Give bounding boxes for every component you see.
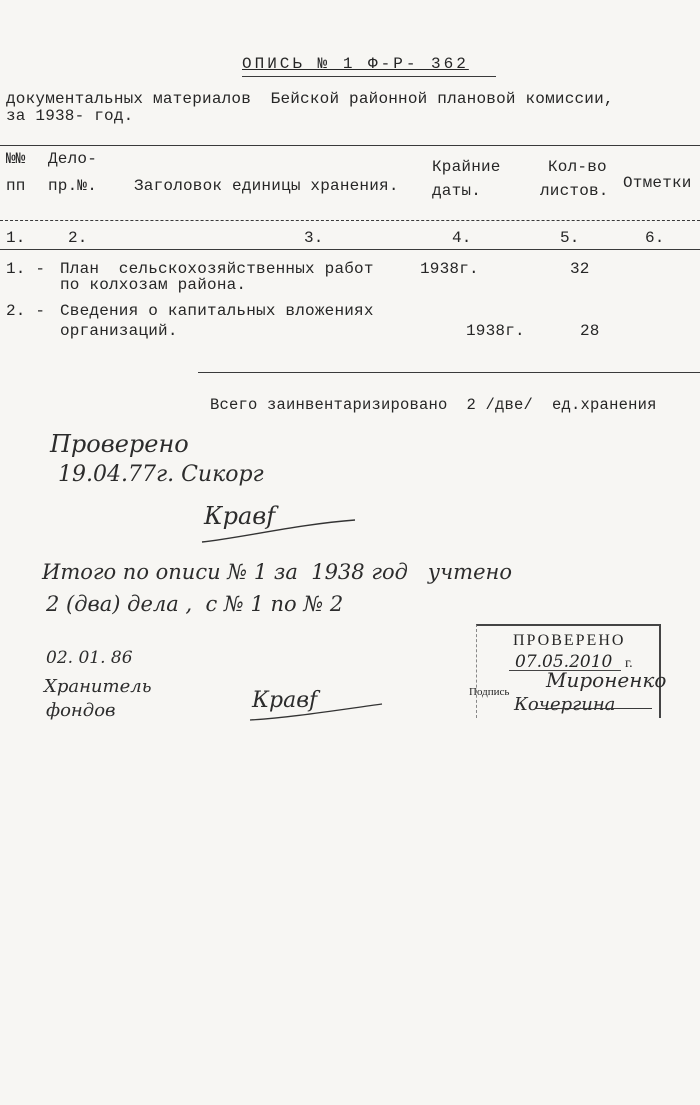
table-top-rule: [0, 145, 700, 146]
row2-date: 1938г.: [466, 322, 525, 340]
row2-sheets: 28: [580, 322, 600, 340]
col-number: 2.: [68, 229, 88, 247]
col-numbers-rule: [0, 249, 700, 250]
col-number: 1.: [6, 229, 26, 247]
inventory-subtitle-line2: за 1938- год.: [6, 107, 134, 125]
keeper-title-line1: Хранитель: [44, 676, 152, 697]
row1-title-line2: по колхозам района.: [60, 276, 247, 294]
col-number: 4.: [452, 229, 472, 247]
keeper-title-line2: фондов: [46, 700, 116, 721]
col-header-dates-line1: Крайние: [432, 158, 501, 176]
col-header-case-line2: пр.№.: [48, 177, 98, 195]
handwritten-checked-date: 19.04.77г. Сикорг: [58, 462, 264, 487]
stamp-date: 07.05.2010: [515, 652, 613, 672]
col-header-notes: Отметки: [623, 174, 692, 192]
row2-num: 2. -: [6, 302, 46, 320]
col-header-case-line1: Дело-: [48, 150, 98, 168]
col-header-dates-line2: даты.: [432, 182, 482, 200]
header-bottom-rule: [0, 220, 700, 221]
stamp-sign-label: Подпись: [469, 686, 510, 698]
row2-title-line1: Сведения о капитальных вложениях: [60, 302, 374, 320]
signature-stroke: [200, 512, 360, 552]
col-header-title: Заголовок единицы хранения.: [134, 177, 399, 195]
inventory-title: ОПИСЬ № 1 Ф-Р- 362: [242, 55, 469, 73]
stamp-title: ПРОВЕРЕНО: [513, 632, 626, 649]
col-header-sheets-line2: листов.: [540, 182, 609, 200]
keeper-signature: Кравf: [252, 688, 318, 713]
inventory-subtitle-line1: документальных материалов Бейской районной плановой комиссии,: [6, 90, 614, 108]
row1-title-line1: План сельскохозяйственных работ: [60, 260, 374, 278]
col-number: 3.: [304, 229, 324, 247]
title-underline: [242, 76, 496, 77]
stamp-year-suffix: г.: [625, 656, 633, 671]
row1-sheets: 32: [570, 260, 590, 278]
col-number: 6.: [645, 229, 665, 247]
col-number: 5.: [560, 229, 580, 247]
handwritten-summary-line1: Итого по описи № 1 за 1938 год учтено: [42, 560, 512, 584]
handwritten-date: 02. 01. 86: [46, 648, 133, 668]
col-header-num-line2: пп: [6, 177, 26, 195]
stamp-sign-line: [536, 708, 652, 709]
row2-title-line2: организаций.: [60, 322, 178, 340]
keeper-signature-stroke: [248, 698, 388, 728]
total-line: Всего заинвентаризировано 2 /две/ ед.хранения: [210, 396, 657, 414]
handwritten-checked: Проверено: [50, 430, 189, 458]
stamp-signer-name2: Кочергина: [514, 694, 616, 715]
col-header-num-line1: №№: [6, 150, 26, 168]
row1-num: 1. -: [6, 260, 46, 278]
total-rule: [198, 372, 700, 373]
handwritten-summary-line2: 2 (два) дела , с № 1 по № 2: [46, 592, 344, 616]
stamp-signer-name: Мироненко: [546, 668, 667, 692]
row1-date: 1938г.: [420, 260, 479, 278]
handwritten-signature: Кравf: [204, 502, 276, 530]
col-header-sheets-line1: Кол-во: [548, 158, 607, 176]
